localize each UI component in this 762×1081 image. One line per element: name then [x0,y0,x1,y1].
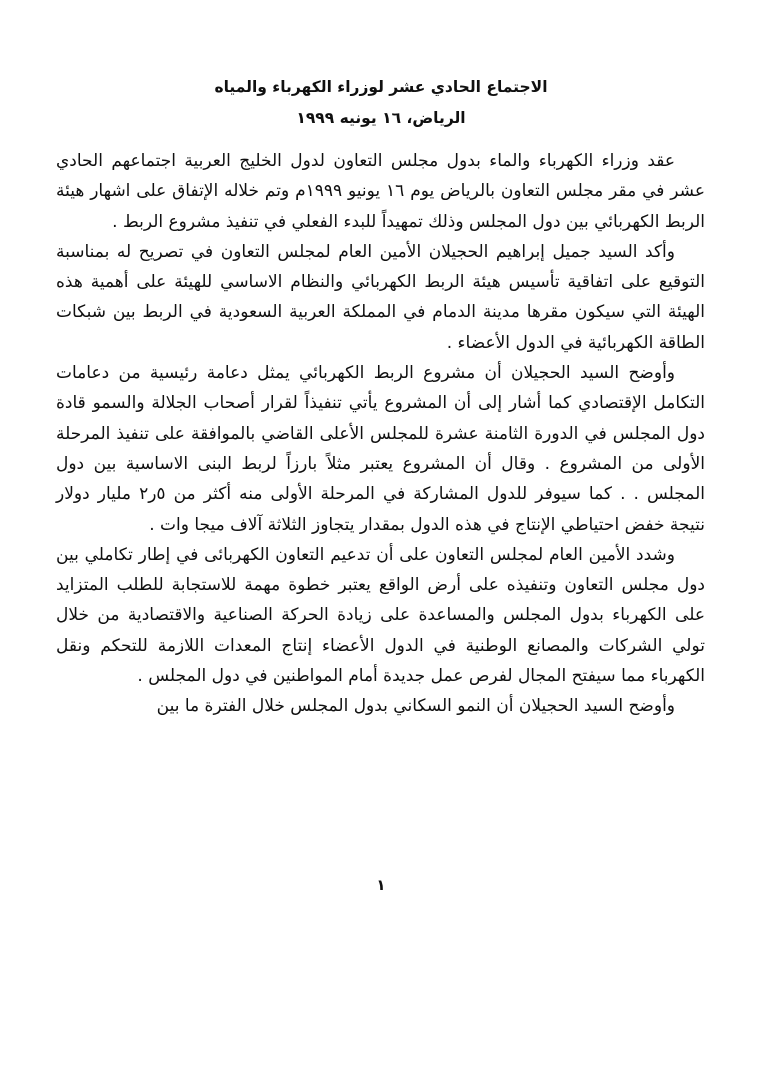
paragraph-2: وأكد السيد جميل إبراهيم الحجيلان الأمين العام لمجلس التعاون في تصريح له بمناسبة التوقيع على اتفاقية تأسيس هيئة الربط الكهربائي والنظام الاساسي للهيئة على أهمية هذه الهيئة التي سيكون مقرها مدينة الدمام في المملكة العربية السعودية في الربط بين شبكات الطاقة الكهربائية في الدول الأعضاء . [56,241,705,353]
paragraph-4: وشدد الأمين العام لمجلس التعاون على أن تدعيم التعاون الكهربائى في إطار تكاملي بين دول مجلس التعاون وتنفيذه على أرض الواقع يعتبر خطوة مهمة للاستجابة للطلب المتزايد على الكهرباء بدول المجلس والمساعدة على زيادة الحركة الصناعية والاقتصادية من خلال تولي الشركات والمصانع الوطنية في الدول الأعضاء إنتاج المعدات اللازمة للتحكم ونقل الكهرباء مما سيفتح المجال لفرص عمل جديدة أمام المواطنين في دول المجلس . [56,544,705,687]
paragraph-1: عقد وزراء الكهرباء والماء بدول مجلس التعاون لدول الخليج العربية اجتماعهم الحادي عشر في مقر مجلس التعاون بالرياض يوم ١٦ يونيو ١٩٩٩م وتم خلاله الإتفاق على اشهار هيئة الربط الكهربائي بين دول المجلس وذلك تمهيداً للبدء الفعلي في تنفيذ مشروع الربط . [56,151,705,232]
page-number: ١ [376,876,386,894]
document-body [56,146,705,722]
title-line-2: الرياض، ١٦ يونيه ١٩٩٩ [296,109,466,127]
title-line-1: الاجتماع الحادي عشر لوزراء الكهرباء والمياه [214,78,548,96]
paragraph-5: وأوضح السيد الحجيلان أن النمو السكاني بدول المجلس خلال الفترة ما بين [156,696,675,717]
document-title [0,72,762,134]
paragraph-3: وأوضح السيد الحجيلان أن مشروع الربط الكهربائي يمثل دعامة رئيسية من دعامات التكامل الإقتصادي كما أشار إلى أن المشروع يأتي تنفيذاً لقرار أصحاب الجلالة والسمو قادة دول المجلس في الدورة الثامنة عشرة للمجلس الأعلى القاضي بالموافقة على تنفيذ المرحلة الأولى من المشروع . وقال أن المشروع يعتبر مثلاً بارزاً لربط البنى الاساسية بين دول المجلس . . كما سيوفر للدول المشاركة في المرحلة الأولى منه أكثر من ٥ر٢ مليار دولار نتيجة خفض احتياطي الإنتاج في هذه الدول بمقدار يتجاوز الثلاثة آلاف ميجا وات . [56,363,705,535]
